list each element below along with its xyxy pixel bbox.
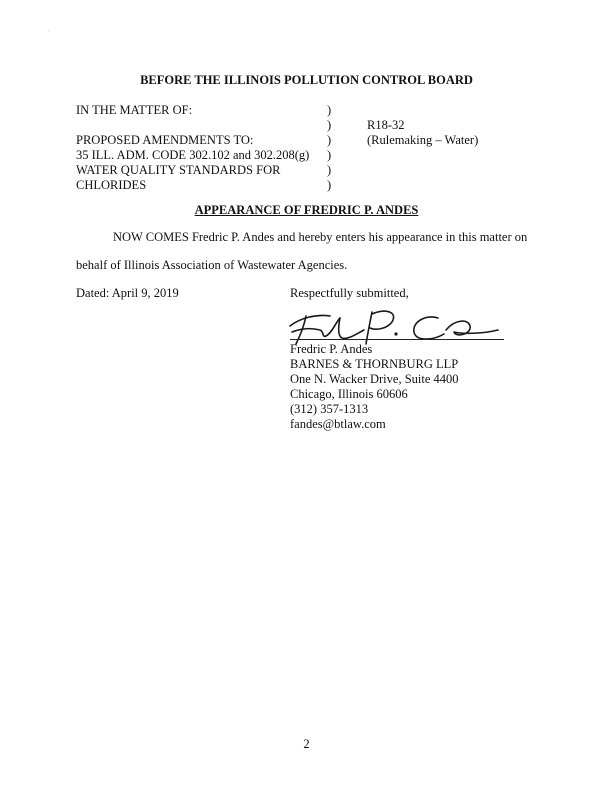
caption-in-the-matter: IN THE MATTER OF: [76, 103, 193, 117]
board-title: BEFORE THE ILLINOIS POLLUTION CONTROL BOARD [140, 73, 473, 87]
email-address: fandes@btlaw.com [290, 417, 386, 431]
case-type: (Rulemaking – Water) [367, 133, 479, 147]
body-line-1: NOW COMES Fredric P. Andes and hereby enters his appearance in this matter on [113, 230, 528, 244]
caption-paren: ) [327, 148, 332, 162]
caption-proposed-amendments: PROPOSED AMENDMENTS TO: [76, 133, 254, 147]
caption-paren: ) [327, 133, 332, 147]
caption-paren: ) [327, 178, 332, 192]
body-line-2: behalf of Illinois Association of Wastewater Agencies. [76, 258, 348, 272]
document-heading: APPEARANCE OF FREDRIC P. ANDES [194, 203, 419, 217]
caption-code: 35 ILL. ADM. CODE 302.102 and 302.208(g) [76, 148, 310, 162]
address-line-2: Chicago, Illinois 60606 [290, 387, 408, 401]
scan-mark: . [48, 28, 50, 34]
page-number: 2 [303, 737, 310, 751]
caption-chlorides: CHLORIDES [76, 178, 147, 192]
caption-paren: ) [327, 118, 332, 132]
caption-paren: ) [327, 163, 332, 177]
phone-number: (312) 357-1313 [290, 402, 369, 416]
signature-line [290, 339, 504, 340]
caption-water-quality: WATER QUALITY STANDARDS FOR [76, 163, 281, 177]
address-line-1: One N. Wacker Drive, Suite 4400 [290, 372, 459, 386]
dated-line: Dated: April 9, 2019 [76, 286, 179, 300]
case-number: R18-32 [367, 118, 405, 132]
firm-name: BARNES & THORNBURG LLP [290, 357, 459, 371]
signer-name: Fredric P. Andes [290, 342, 373, 356]
closing-line: Respectfully submitted, [290, 286, 409, 300]
handwritten-signature [286, 300, 501, 348]
caption-paren: ) [327, 103, 332, 117]
